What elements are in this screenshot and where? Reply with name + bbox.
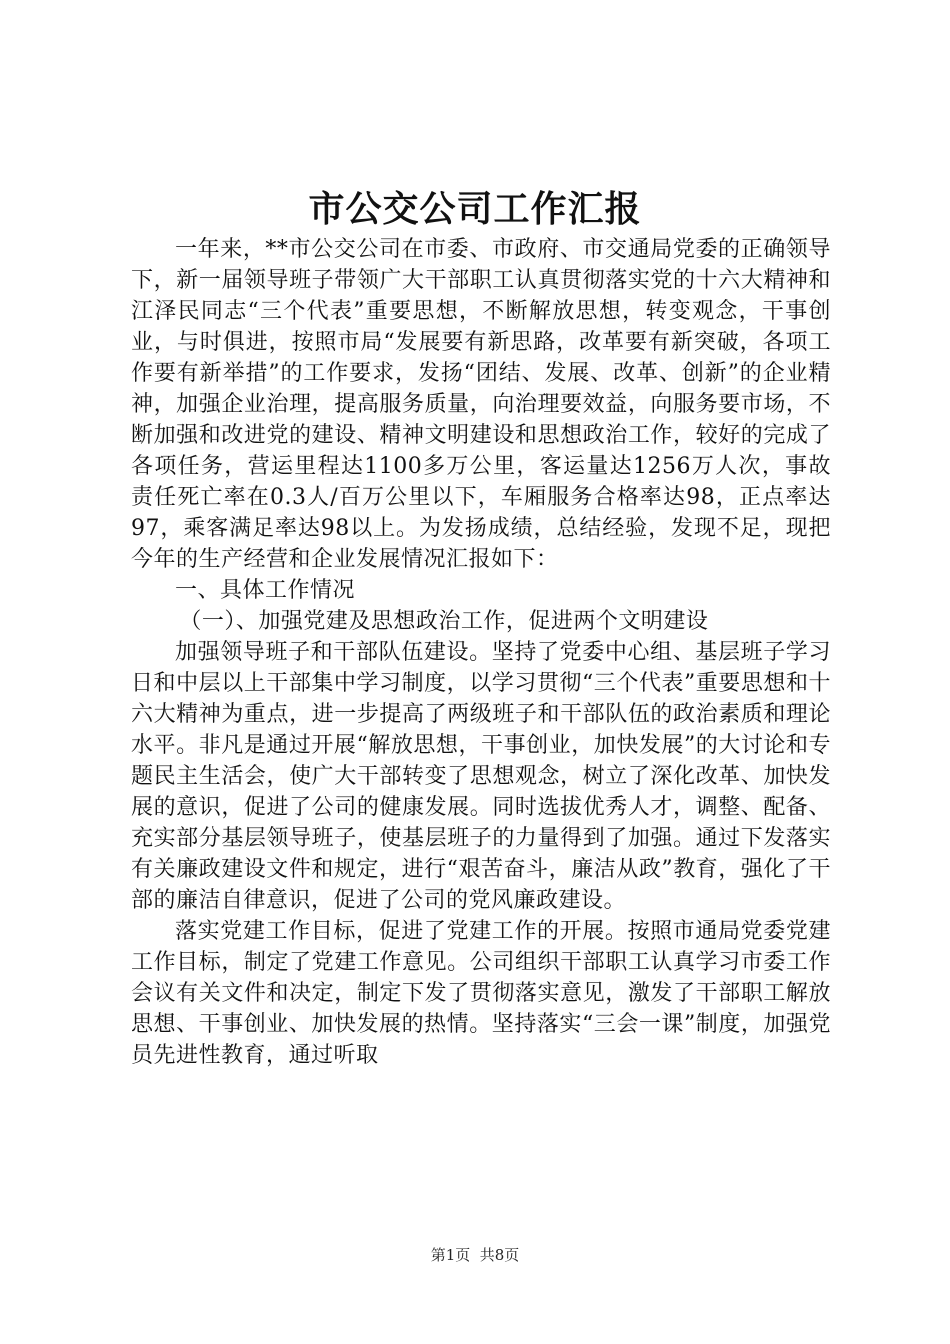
document-body (131, 234, 831, 1071)
subsection-heading: （一）、加强党建及思想政治工作，促进两个文明建设 (179, 609, 709, 634)
leadership-paragraph: 加强领导班子和干部队伍建设。坚持了党委中心组、基层班子学习日和中层以上干部集中学习制度，以学习贯彻“三个代表”重要思想和十六大精神为重点，进一步提高了两级班子和干部队伍的政治素质和理论水平。非凡是通过开展“解放思想，干事创业，加快发展”的大讨论和专题民主生活会，使广大干部转变了思想观念，树立了深化改革、加快发展的意识，促进了公司的健康发展。同时选拔优秀人才，调整、配备、充实部分基层领导班子，使基层班子的力量得到了加强。通过下发落实有关廉政建设文件和规定，进行“艰苦奋斗，廉洁从政”教育，强化了干部的廉洁自律意识，促进了公司的党风廉政建设。 (131, 640, 831, 913)
section-heading: 一、具体工作情况 (175, 578, 356, 603)
intro-paragraph: 一年来，**市公交公司在市委、市政府、市交通局党委的正确领导下，新一届领导班子带领广大干部职工认真贯彻落实党的十六大精神和江泽民同志“三个代表”重要思想，不断解放思想，转变观念，干事创业，与时俱进，按照市局“发展要有新思路，改革要有新突破，各项工作要有新举措”的工作要求，发扬“团结、发展、改革、创新”的企业精神，加强企业治理，提高服务质量，向治理要效益，向服务要市场，不断加强和改进党的建设、精神文明建设和思想政治工作，较好的完成了各项任务，营运里程达1100多万公里，客运量达1256万人次，事故责任死亡率在0.3人/百万公里以下，车厢服务合格率达98，正点率达97，乘客满足率达98以上。为发扬成绩，总结经验，发现不足，现把今年的生产经营和企业发展情况汇报如下： (131, 237, 831, 572)
document-title: 市公交公司工作汇报 (308, 188, 642, 230)
party-building-paragraph: 落实党建工作目标，促进了党建工作的开展。按照市通局党委党建工作目标，制定了党建工作意见。公司组织干部职工认真学习市委工作会议有关文件和决定，制定下发了贯彻落实意见，激发了干部职工解放思想、干事创业、加快发展的热情。坚持落实“三会一课”制度，加强党员先进性教育，通过听取 (131, 919, 831, 1068)
page-footer: 第1页 共8页 (430, 1246, 520, 1264)
